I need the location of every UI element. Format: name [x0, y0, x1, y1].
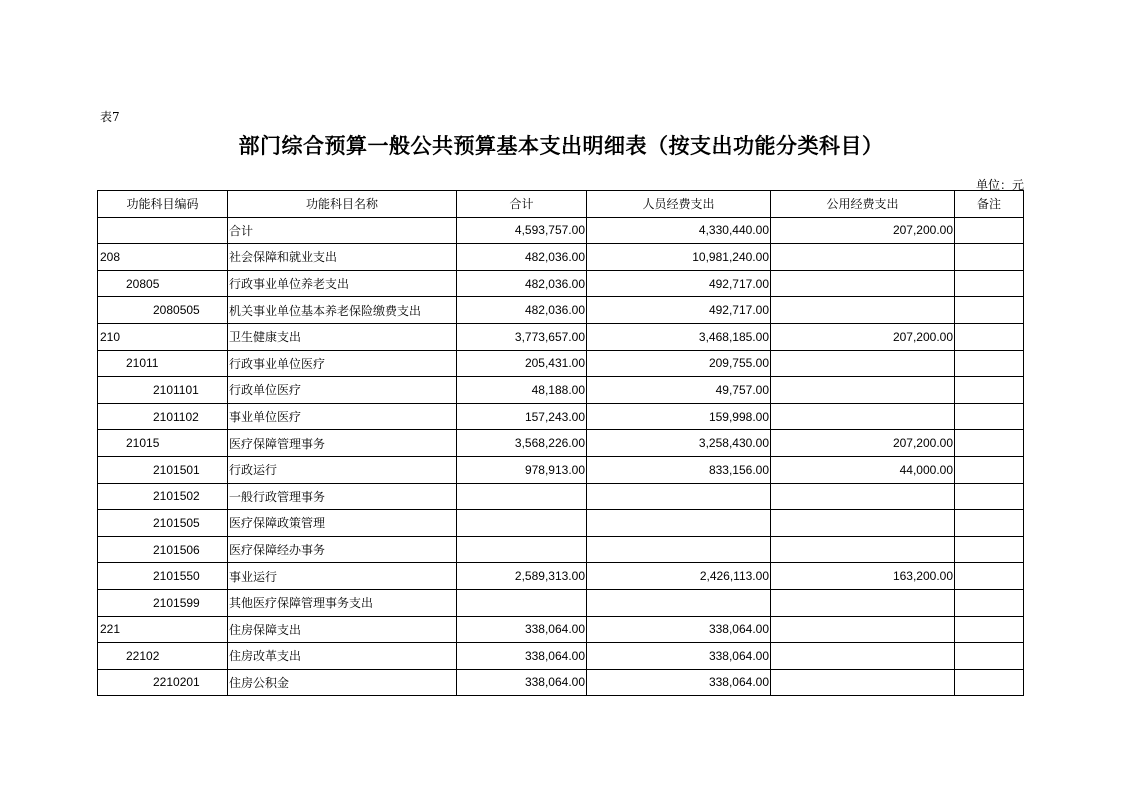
cell-note: [955, 563, 1024, 590]
page-title: 部门综合预算一般公共预算基本支出明细表（按支出功能分类科目）: [238, 134, 884, 158]
table-row: [98, 217, 1024, 244]
header-public: 公用经费支出: [771, 191, 955, 218]
cell-total: 482,036.00: [457, 244, 587, 271]
cell-public: 207,200.00: [771, 430, 955, 457]
cell-public: 163,200.00: [771, 563, 955, 590]
cell-name: 行政事业单位医疗: [228, 350, 457, 377]
cell-code: 2210201: [98, 669, 228, 696]
cell-name: 机关事业单位基本养老保险缴费支出: [228, 297, 457, 324]
table-row: [98, 510, 1024, 537]
cell-public: [771, 244, 955, 271]
cell-code: 2101505: [98, 510, 228, 537]
cell-name: 医疗保障管理事务: [228, 430, 457, 457]
table-row: [98, 456, 1024, 483]
cell-public: [771, 669, 955, 696]
table-header-row: [98, 191, 1024, 218]
cell-public: [771, 616, 955, 643]
cell-personnel: 492,717.00: [587, 297, 771, 324]
cell-note: [955, 589, 1024, 616]
cell-personnel: [587, 536, 771, 563]
cell-code: 2101599: [98, 589, 228, 616]
cell-code: [98, 217, 228, 244]
cell-total: 978,913.00: [457, 456, 587, 483]
cell-public: 44,000.00: [771, 456, 955, 483]
cell-total: 338,064.00: [457, 643, 587, 670]
cell-total: 157,243.00: [457, 403, 587, 430]
cell-public: [771, 350, 955, 377]
cell-note: [955, 403, 1024, 430]
cell-total: 338,064.00: [457, 669, 587, 696]
cell-note: [955, 510, 1024, 537]
cell-note: [955, 270, 1024, 297]
cell-personnel: 159,998.00: [587, 403, 771, 430]
table-row: [98, 270, 1024, 297]
header-code: 功能科目编码: [98, 191, 228, 218]
cell-code: 2080505: [98, 297, 228, 324]
cell-code: 2101550: [98, 563, 228, 590]
cell-personnel: [587, 510, 771, 537]
header-name: 功能科目名称: [228, 191, 457, 218]
cell-name: 一般行政管理事务: [228, 483, 457, 510]
cell-note: [955, 456, 1024, 483]
cell-name: 住房保障支出: [228, 616, 457, 643]
table-row: [98, 297, 1024, 324]
cell-note: [955, 350, 1024, 377]
cell-total: [457, 589, 587, 616]
table-row: [98, 350, 1024, 377]
cell-code: 2101501: [98, 456, 228, 483]
table-row: [98, 669, 1024, 696]
cell-name: 事业单位医疗: [228, 403, 457, 430]
unit-label: 单位：元: [975, 178, 1024, 192]
cell-name: 行政运行: [228, 456, 457, 483]
cell-code: 2101502: [98, 483, 228, 510]
cell-personnel: 209,755.00: [587, 350, 771, 377]
table-body: [98, 217, 1024, 696]
cell-personnel: [587, 589, 771, 616]
cell-total: 482,036.00: [457, 270, 587, 297]
table-row: [98, 430, 1024, 457]
cell-personnel: 492,717.00: [587, 270, 771, 297]
cell-code: 2101101: [98, 377, 228, 404]
table-row: [98, 643, 1024, 670]
cell-total: 3,773,657.00: [457, 323, 587, 350]
header-note: 备注: [955, 191, 1024, 218]
cell-name: 社会保障和就业支出: [228, 244, 457, 271]
cell-total: 4,593,757.00: [457, 217, 587, 244]
cell-public: 207,200.00: [771, 217, 955, 244]
cell-name: 事业运行: [228, 563, 457, 590]
cell-total: 48,188.00: [457, 377, 587, 404]
cell-personnel: 3,258,430.00: [587, 430, 771, 457]
cell-public: [771, 377, 955, 404]
cell-name: 其他医疗保障管理事务支出: [228, 589, 457, 616]
table-number: 表7: [100, 110, 120, 124]
cell-note: [955, 323, 1024, 350]
cell-public: [771, 643, 955, 670]
cell-total: 205,431.00: [457, 350, 587, 377]
cell-personnel: 833,156.00: [587, 456, 771, 483]
cell-name: 医疗保障政策管理: [228, 510, 457, 537]
cell-public: [771, 297, 955, 324]
table-row: [98, 589, 1024, 616]
header-personnel: 人员经费支出: [587, 191, 771, 218]
cell-personnel: 338,064.00: [587, 669, 771, 696]
cell-code: 208: [98, 244, 228, 271]
cell-code: 2101506: [98, 536, 228, 563]
cell-note: [955, 244, 1024, 271]
cell-public: [771, 270, 955, 297]
table-row: [98, 323, 1024, 350]
table-row: [98, 536, 1024, 563]
cell-personnel: 4,330,440.00: [587, 217, 771, 244]
cell-note: [955, 377, 1024, 404]
cell-name: 合计: [228, 217, 457, 244]
cell-name: 卫生健康支出: [228, 323, 457, 350]
budget-table: [97, 190, 1024, 696]
table-row: [98, 244, 1024, 271]
cell-total: 2,589,313.00: [457, 563, 587, 590]
cell-name: 行政单位医疗: [228, 377, 457, 404]
cell-code: 20805: [98, 270, 228, 297]
cell-code: 2101102: [98, 403, 228, 430]
cell-personnel: 3,468,185.00: [587, 323, 771, 350]
table-row: [98, 377, 1024, 404]
cell-code: 21015: [98, 430, 228, 457]
cell-total: [457, 483, 587, 510]
cell-note: [955, 669, 1024, 696]
cell-personnel: 338,064.00: [587, 643, 771, 670]
cell-name: 住房公积金: [228, 669, 457, 696]
cell-total: [457, 510, 587, 537]
cell-note: [955, 643, 1024, 670]
cell-total: 338,064.00: [457, 616, 587, 643]
table-row: [98, 563, 1024, 590]
table-row: [98, 403, 1024, 430]
cell-public: [771, 510, 955, 537]
cell-note: [955, 483, 1024, 510]
header-total: 合计: [457, 191, 587, 218]
cell-total: 482,036.00: [457, 297, 587, 324]
cell-public: 207,200.00: [771, 323, 955, 350]
cell-name: 住房改革支出: [228, 643, 457, 670]
cell-note: [955, 536, 1024, 563]
cell-note: [955, 297, 1024, 324]
cell-code: 21011: [98, 350, 228, 377]
cell-name: 行政事业单位养老支出: [228, 270, 457, 297]
cell-public: [771, 403, 955, 430]
table-row: [98, 616, 1024, 643]
cell-public: [771, 589, 955, 616]
cell-name: 医疗保障经办事务: [228, 536, 457, 563]
cell-code: 22102: [98, 643, 228, 670]
cell-public: [771, 483, 955, 510]
cell-personnel: 2,426,113.00: [587, 563, 771, 590]
cell-note: [955, 616, 1024, 643]
cell-personnel: 10,981,240.00: [587, 244, 771, 271]
cell-note: [955, 430, 1024, 457]
cell-public: [771, 536, 955, 563]
cell-personnel: 49,757.00: [587, 377, 771, 404]
cell-total: [457, 536, 587, 563]
cell-code: 221: [98, 616, 228, 643]
table-row: [98, 483, 1024, 510]
cell-code: 210: [98, 323, 228, 350]
cell-personnel: 338,064.00: [587, 616, 771, 643]
cell-personnel: [587, 483, 771, 510]
cell-total: 3,568,226.00: [457, 430, 587, 457]
cell-note: [955, 217, 1024, 244]
